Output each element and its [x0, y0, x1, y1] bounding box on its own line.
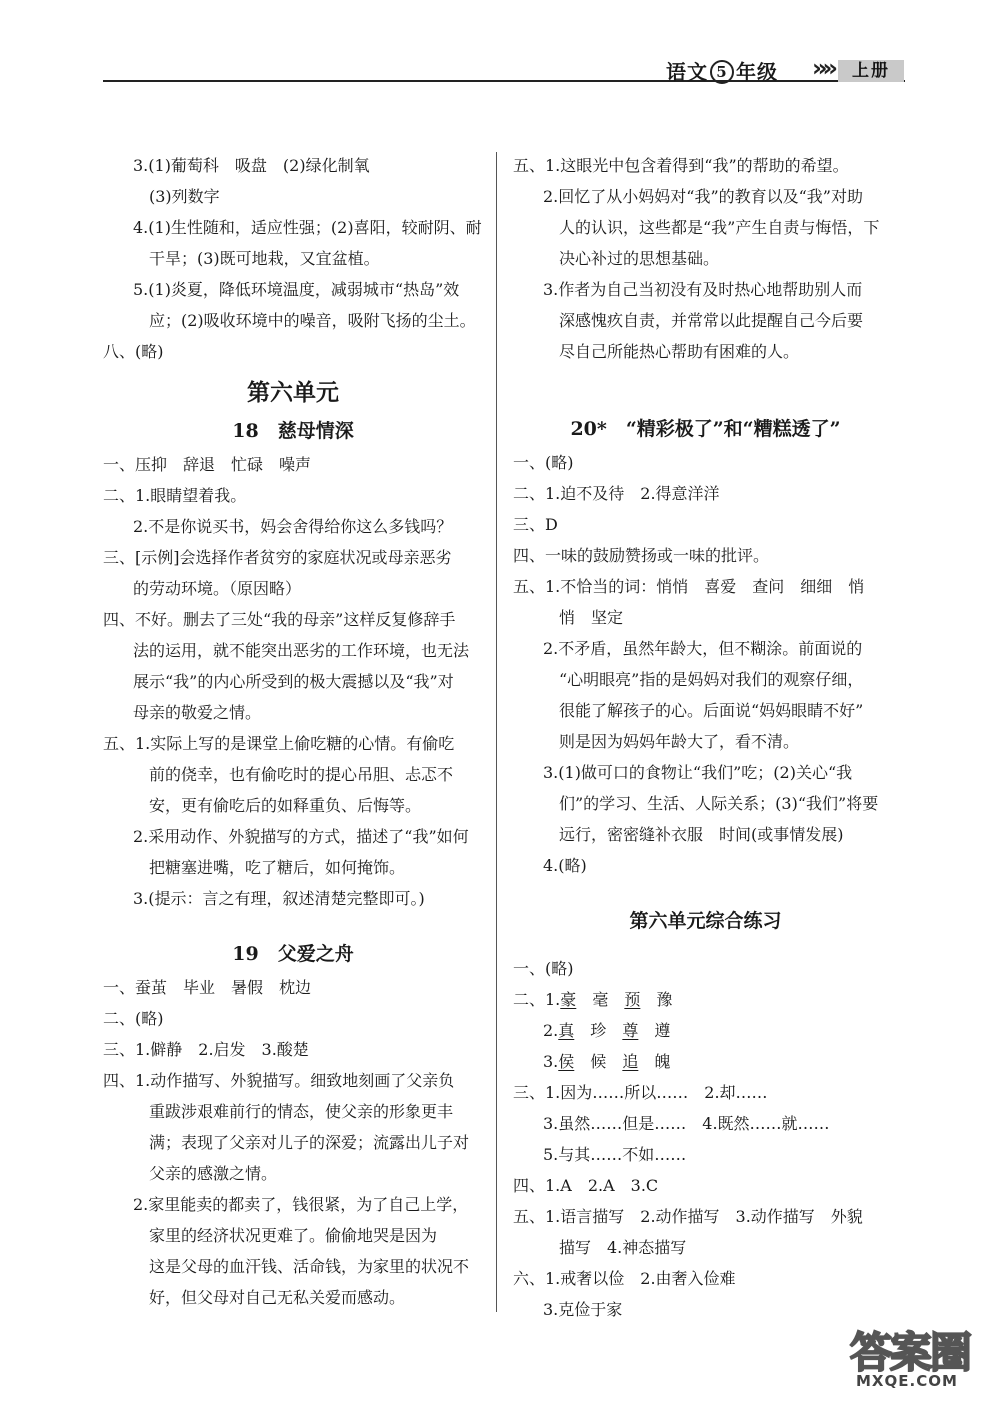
answer-line: 好，但父母对自己无私关爱而感动。 [149, 1288, 406, 1307]
double-chevron-icon: »» [812, 54, 834, 82]
watermark-text: 答案圈 [850, 1328, 971, 1377]
answer-line: 2.回忆了从小妈妈对“我”的教育以及“我”对助 [543, 187, 863, 206]
lesson-title: 19 父爱之舟 [232, 943, 354, 965]
lesson-title: 18 慈母情深 [232, 420, 354, 442]
underlined-char: 侯 [558, 1052, 575, 1071]
answer-line: 法的运用，就不能突出恶劣的工作环境，也无法 [133, 641, 470, 660]
answer-line: 决心补过的思想基础。 [559, 249, 720, 268]
underlined-char: 预 [624, 990, 641, 1009]
answer-line: 展示“我”的内心所受到的极大震撼以及“我”对 [133, 672, 454, 691]
answer-line: 一、(略) [513, 959, 574, 978]
char: 遵 [654, 1021, 671, 1040]
grade-suffix: 年级 [736, 60, 778, 84]
answer-line: 3.侯 候 追 魄 [543, 1052, 671, 1071]
answer-line: 四、1.动作描写、外貌描写。细致地刻画了父亲负 [103, 1071, 455, 1090]
char: 候 [590, 1052, 607, 1071]
answer-line: 3.克俭于家 [543, 1300, 623, 1319]
answer-line: 四、1.A 2.A 3.C [513, 1176, 659, 1195]
answer-line: 应；(2)吸收环境中的噪音，吸附飞扬的尘土。 [149, 311, 476, 330]
answer-line: 2.采用动作、外貌描写的方式，描述了“我”如何 [133, 827, 469, 846]
answer-line: 很能了解孩子的心。后面说“妈妈眼睛不好” [559, 701, 864, 720]
answer-line: 把糖塞进嘴，吃了糖后，如何掩饰。 [149, 858, 406, 877]
answer-line: 前的侥幸，也有偷吃时的提心吊胆、忐忑不 [149, 765, 454, 784]
watermark-logo [850, 1320, 990, 1400]
answer-line: 一、(略) [513, 453, 574, 472]
answer-line: 们”的学习、生活、人际关系；(3)“我们”将要 [559, 794, 879, 813]
header-title [666, 56, 778, 85]
answer-line: 3.(1)做可口的食物让“我们”吃；(2)关心“我 [543, 763, 853, 782]
answer-line: 一、蚕茧 毕业 暑假 枕边 [103, 978, 312, 997]
column-divider [496, 152, 497, 1312]
underlined-char: 真 [558, 1021, 575, 1040]
char: 魄 [654, 1052, 671, 1071]
answer-line: 五、1.不恰当的词：悄悄 喜爱 查问 细细 悄 [513, 577, 865, 596]
answer-line: 三、1.因为……所以…… 2.却…… [513, 1083, 768, 1102]
answer-line: 人的认识，这些都是“我”产生自责与悔悟，下 [559, 218, 880, 237]
answer-line: 3.虽然……但是…… 4.既然……就…… [543, 1114, 830, 1133]
answer-line: 二、(略) [103, 1009, 164, 1028]
answer-line: 五、1.实际上写的是课堂上偷吃糖的心情。有偷吃 [103, 734, 455, 753]
answer-line: 安，更有偷吃后的如释重负、后悔等。 [149, 796, 422, 815]
answer-line: 母亲的敬爱之情。 [133, 703, 262, 722]
answer-line: 尽自己所能热心帮助有困难的人。 [559, 342, 800, 361]
answer-line: 一、压抑 辞退 忙碌 噪声 [103, 455, 312, 474]
answer-line: 则是因为妈妈年龄大了，看不清。 [559, 732, 800, 751]
answer-line: 4.(略) [543, 856, 587, 875]
answer-line: 远行，密密缝补衣服 时间(或事情发展) [559, 825, 844, 844]
answer-line: 干旱；(3)既可地栽，又宜盆植。 [149, 249, 380, 268]
answer-line: 5.与其……不如…… [543, 1145, 687, 1164]
answer-line: 满；表现了父亲对儿子的深爱；流露出儿子对 [149, 1133, 470, 1152]
underlined-char: 尊 [622, 1021, 639, 1040]
answer-line: 八、(略) [103, 342, 164, 361]
subject-label: 语文 [666, 60, 708, 84]
answer-line: 3.(提示：言之有理，叙述清楚完整即可。) [133, 889, 425, 908]
underlined-char: 豪 [560, 990, 577, 1009]
answer-line: 2.不矛盾，虽然年龄大，但不糊涂。前面说的 [543, 639, 863, 658]
answer-line: 3.作者为自己当初没有及时热心地帮助别人而 [543, 280, 863, 299]
answer-line: 四、一味的鼓励赞扬或一味的批评。 [513, 546, 770, 565]
answer-line: 这是父母的血汗钱、活命钱，为家里的状况不 [149, 1257, 470, 1276]
answer-line: 五、1.这眼光中包含着得到“我”的帮助的希望。 [513, 156, 849, 175]
answer-line: 三、[示例]会选择作者贫穷的家庭状况或母亲恶劣 [103, 548, 452, 567]
answer-line: 五、1.语言描写 2.动作描写 3.动作描写 外貌 [513, 1207, 863, 1226]
answer-line: 二、1.豪 毫 预 豫 [513, 990, 673, 1009]
char: 珍 [590, 1021, 607, 1040]
watermark-url: MXQE.COM [856, 1372, 958, 1390]
char: 豫 [656, 990, 673, 1009]
right-column [513, 150, 898, 1325]
answer-line: 描写 4.神态描写 [559, 1238, 687, 1257]
answer-line: 重跋涉艰难前行的情态，使父亲的形象更丰 [149, 1102, 454, 1121]
answer-line: 2.真 珍 尊 遵 [543, 1021, 671, 1040]
answer-line: 3.(1)葡萄科 吸盘 (2)绿化制氧 [133, 156, 370, 175]
answer-line: 4.(1)生性随和，适应性强；(2)喜阳，较耐阴、耐 [133, 218, 482, 237]
answer-line: 2.不是你说买书，妈会舍得给你这么多钱吗？ [133, 517, 453, 536]
header-rule [103, 80, 905, 82]
answer-line: 5.(1)炎夏，降低环境温度，减弱城市“热岛”效 [133, 280, 460, 299]
unit-title: 第六单元 [247, 379, 339, 406]
answer-line: 三、1.僻静 2.启发 3.酸楚 [103, 1040, 309, 1059]
review-title: 第六单元综合练习 [629, 910, 782, 932]
answer-line: (3)列数字 [149, 187, 220, 206]
char: 毫 [592, 990, 609, 1009]
volume-tab: 上册 [838, 60, 904, 82]
answer-line: 深感愧疚自责，并常常以此提醒自己今后要 [559, 311, 864, 330]
left-column [103, 150, 483, 1313]
answer-line: 的劳动环境。（原因略） [133, 579, 302, 598]
answer-line: 家里的经济状况更难了。偷偷地哭是因为 [149, 1226, 438, 1245]
answer-line: 三、D [513, 515, 558, 534]
answer-line: 悄 坚定 [559, 608, 624, 627]
answer-line: 二、1.迫不及待 2.得意洋洋 [513, 484, 720, 503]
answer-line: “心明眼亮”指的是妈妈对我们的观察仔细， [559, 670, 864, 689]
answer-line: 父亲的感激之情。 [149, 1164, 278, 1183]
lesson-title: 20* “精彩极了”和“糟糕透了” [570, 418, 841, 440]
underlined-char: 追 [622, 1052, 639, 1071]
answer-line: 二、1.眼睛望着我。 [103, 486, 247, 505]
grade-number-badge: 5 [710, 60, 734, 84]
answer-line: 四、不好。删去了三处“我的母亲”这样反复修辞手 [103, 610, 456, 629]
answer-line: 2.家里能卖的都卖了，钱很紧，为了自己上学， [133, 1195, 469, 1214]
answer-line: 六、1.戒奢以俭 2.由奢入俭难 [513, 1269, 736, 1288]
